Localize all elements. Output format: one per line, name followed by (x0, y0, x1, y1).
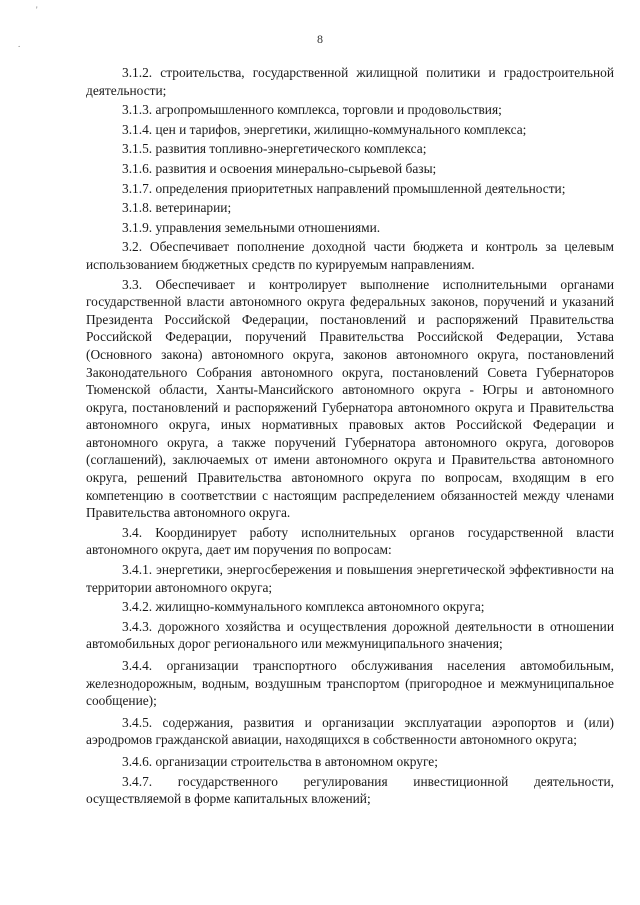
paragraph-3-1-9: 3.1.9. управления земельными отношениями. (122, 219, 381, 235)
paragraph-3-4-2: 3.4.2. жилищно-коммунального комплекса автономного округа; (122, 599, 485, 615)
paragraph-3-1-2: 3.1.2. строительства, государственной жилищной политики и градостроительной деятельности; (86, 65, 614, 98)
paragraph-3-4-4: 3.4.4. организации транспортного обслуживания населения автомобильным, железнодорожным, водным, воздушным транспортом (пригородное и межмуниципальное сообщение); (86, 658, 614, 709)
paragraph-3-4: 3.4. Координирует работу исполнительных органов государственной власти автономного округа, дает им поручения по вопросам: (86, 524, 614, 558)
page-number: 8 (317, 32, 323, 46)
scan-mark-top: ' (36, 5, 38, 15)
paragraph-3-4-1: 3.4.1. энергетики, энергосбережения и повышения энергетической эффективности на территории автономного округа; (86, 562, 614, 595)
paragraph-3-3: 3.3. Обеспечивает и контролирует выполнение исполнительными органами государственной власти автономного округа федеральных законов, поручений и указаний Президента Российской Федерации, постановлений и распоряжений Правительства Российской Федерации, поручений Правительства Российской Федерации, Устава (Основного закона) автономного округа, законов автономного округа, постановлений Законодательного Собрания автономного округа, постановлений Совета Губернаторов Тюменской области, Ханты-Мансийского автономного округа - Югры и автономного округа, постановлений и распоряжений Губернатора автономного округа и Правительства автономного округа, иных нормативных правовых актов Российской Федерации и автономного округа, а также поручений Губернатора автономного округа, договоров (соглашений), заключаемых от имени автономного округа и Правительства автономного округа, решений Правительства автономного округа по вопросам, входящим в его компетенцию в соответствии с настоящим распределением обязанностей между членами Правительства автономного округа. (86, 276, 614, 521)
document-body (86, 64, 614, 810)
paragraph-3-4-5: 3.4.5. содержания, развития и организации эксплуатации аэропортов и (или) аэродромов гражданской авиации, находящихся в собственности автономного округа; (86, 714, 614, 748)
scan-mark-left: . (18, 39, 21, 49)
paragraph-3-1-3: 3.1.3. агропромышленного комплекса, торговли и продовольствия; (122, 102, 502, 118)
paragraph-3-2: 3.2. Обеспечивает пополнение доходной части бюджета и контроль за целевым использованием бюджетных средств по курируемым направлениям. (86, 239, 614, 272)
paragraph-3-1-4: 3.1.4. цен и тарифов, энергетики, жилищно-коммунального комплекса; (122, 121, 527, 137)
paragraph-3-1-6: 3.1.6. развития и освоения минерально-сырьевой базы; (122, 160, 437, 176)
paragraph-3-4-6: 3.4.6. организации строительства в автономном округе; (122, 753, 438, 769)
paragraph-3-4-7: 3.4.7. государственного регулирования инвестиционной деятельности, осуществляемой в форме капитальных вложений; (86, 773, 614, 807)
paragraph-3-1-5: 3.1.5. развития топливно-энергетического комплекса; (122, 141, 427, 157)
paragraph-3-1-8: 3.1.8. ветеринарии; (122, 200, 232, 216)
paragraph-3-1-7: 3.1.7. определения приоритетных направлений промышленной деятельности; (122, 180, 566, 196)
paragraph-3-4-3: 3.4.3. дорожного хозяйства и осуществления дорожной деятельности в отношении автомобильных дорог регионального или межмуниципального значения; (86, 618, 614, 652)
